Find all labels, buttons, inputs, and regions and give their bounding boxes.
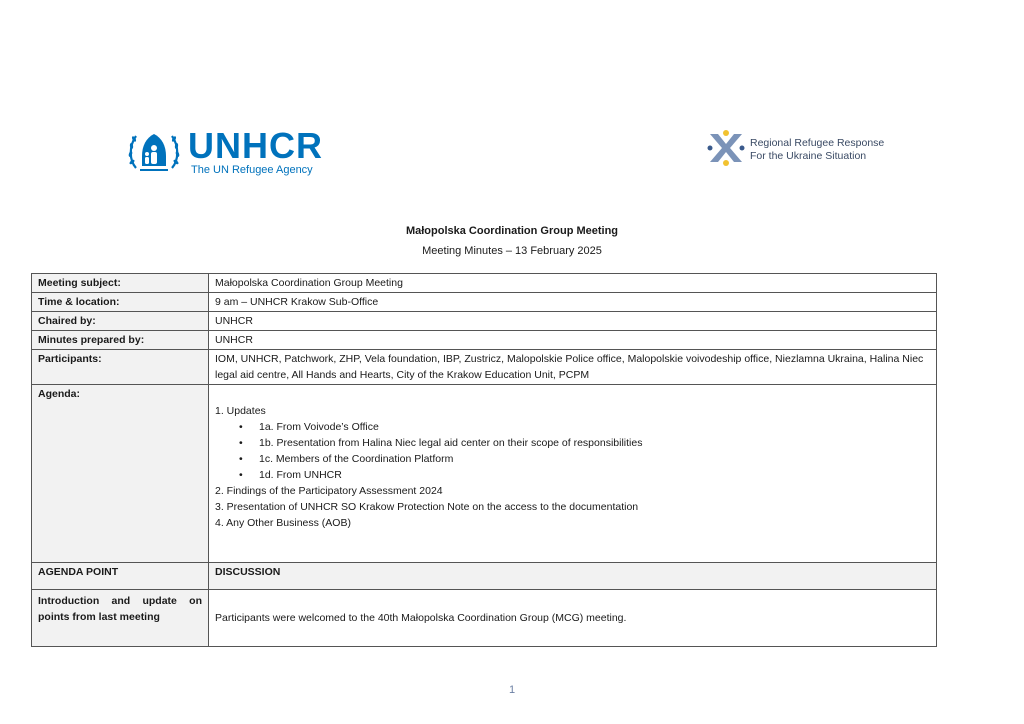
document-subtitle: Meeting Minutes – 13 February 2025 bbox=[422, 245, 602, 257]
agenda-item-3: 3. Presentation of UNHCR SO Krakow Protection Note on the access to the documentation bbox=[215, 501, 639, 513]
agenda-point-header: AGENDA POINT bbox=[32, 563, 209, 590]
rrr-line-1: Regional Refugee Response bbox=[750, 137, 885, 149]
participants-value: IOM, UNHCR, Patchwork, ZHP, Vela foundation, IBP, Zustricz, Malopolskie Police office, Malopolskie voivodeship office, Niezlamna Ukraina, Halina Niec legal aid centre, All Hands and Hearts, City of the Krakow Education Unit, PCPM bbox=[209, 350, 937, 385]
minutes-prepared-label: Minutes prepared by: bbox=[32, 331, 209, 350]
row-chaired-by bbox=[32, 312, 937, 331]
participants-label: Participants: bbox=[32, 350, 209, 385]
agenda-sub-item-text: 1d. From UNHCR bbox=[259, 469, 342, 481]
agenda-sub-item-1a bbox=[239, 419, 930, 435]
agenda-sub-item-text: 1a. From Voivode’s Office bbox=[259, 421, 379, 433]
agenda-label: Agenda: bbox=[32, 385, 209, 563]
row-time-location bbox=[32, 293, 937, 312]
agenda-sub-item-1d bbox=[239, 467, 930, 483]
rrr-line-2: For the Ukraine Situation bbox=[750, 150, 867, 162]
discussion-header: DISCUSSION bbox=[209, 563, 937, 590]
agenda-sub-list bbox=[215, 419, 930, 483]
meeting-subject-label: Meeting subject: bbox=[32, 274, 209, 293]
regional-response-x-icon bbox=[706, 128, 746, 168]
agenda-sub-item-1c bbox=[239, 451, 930, 467]
unhcr-emblem-icon bbox=[126, 128, 182, 176]
row-agenda bbox=[32, 385, 937, 563]
row-agenda-point-header bbox=[32, 563, 937, 590]
agenda-item-1: 1. Updates bbox=[215, 405, 266, 417]
introduction-label: Introduction and update on points from last meeting bbox=[32, 590, 209, 647]
agenda-item-2: 2. Findings of the Participatory Assessment 2024 bbox=[215, 485, 443, 497]
introduction-value: Participants were welcomed to the 40th Małopolska Coordination Group (MCG) meeting. bbox=[209, 590, 937, 647]
chaired-by-label: Chaired by: bbox=[32, 312, 209, 331]
agenda-sub-item-text: 1c. Members of the Coordination Platform bbox=[259, 453, 454, 465]
minutes-prepared-value: UNHCR bbox=[209, 331, 937, 350]
regional-response-text bbox=[750, 137, 884, 163]
unhcr-tagline: The UN Refugee Agency bbox=[191, 164, 313, 176]
agenda-list-rest bbox=[215, 483, 930, 531]
agenda-list bbox=[215, 403, 930, 419]
row-minutes-prepared bbox=[32, 331, 937, 350]
time-location-label: Time & location: bbox=[32, 293, 209, 312]
page-number: 1 bbox=[508, 684, 516, 696]
agenda-content bbox=[209, 385, 937, 563]
row-participants bbox=[32, 350, 937, 385]
unhcr-logo bbox=[126, 125, 336, 180]
row-introduction bbox=[32, 590, 937, 647]
agenda-sub-item-text: 1b. Presentation from Halina Niec legal aid center on their scope of responsibilities bbox=[259, 437, 643, 449]
regional-refugee-response-logo bbox=[706, 128, 896, 172]
chaired-by-value: UNHCR bbox=[209, 312, 937, 331]
document-title: Małopolska Coordination Group Meeting bbox=[405, 225, 619, 237]
row-meeting-subject bbox=[32, 274, 937, 293]
meeting-subject-value: Małopolska Coordination Group Meeting bbox=[209, 274, 937, 293]
unhcr-wordmark: UNHCR bbox=[188, 125, 323, 166]
agenda-sub-item-1b bbox=[239, 435, 930, 451]
agenda-item-4: 4. Any Other Business (AOB) bbox=[215, 517, 351, 529]
minutes-table bbox=[31, 273, 937, 647]
time-location-value: 9 am – UNHCR Krakow Sub-Office bbox=[209, 293, 937, 312]
